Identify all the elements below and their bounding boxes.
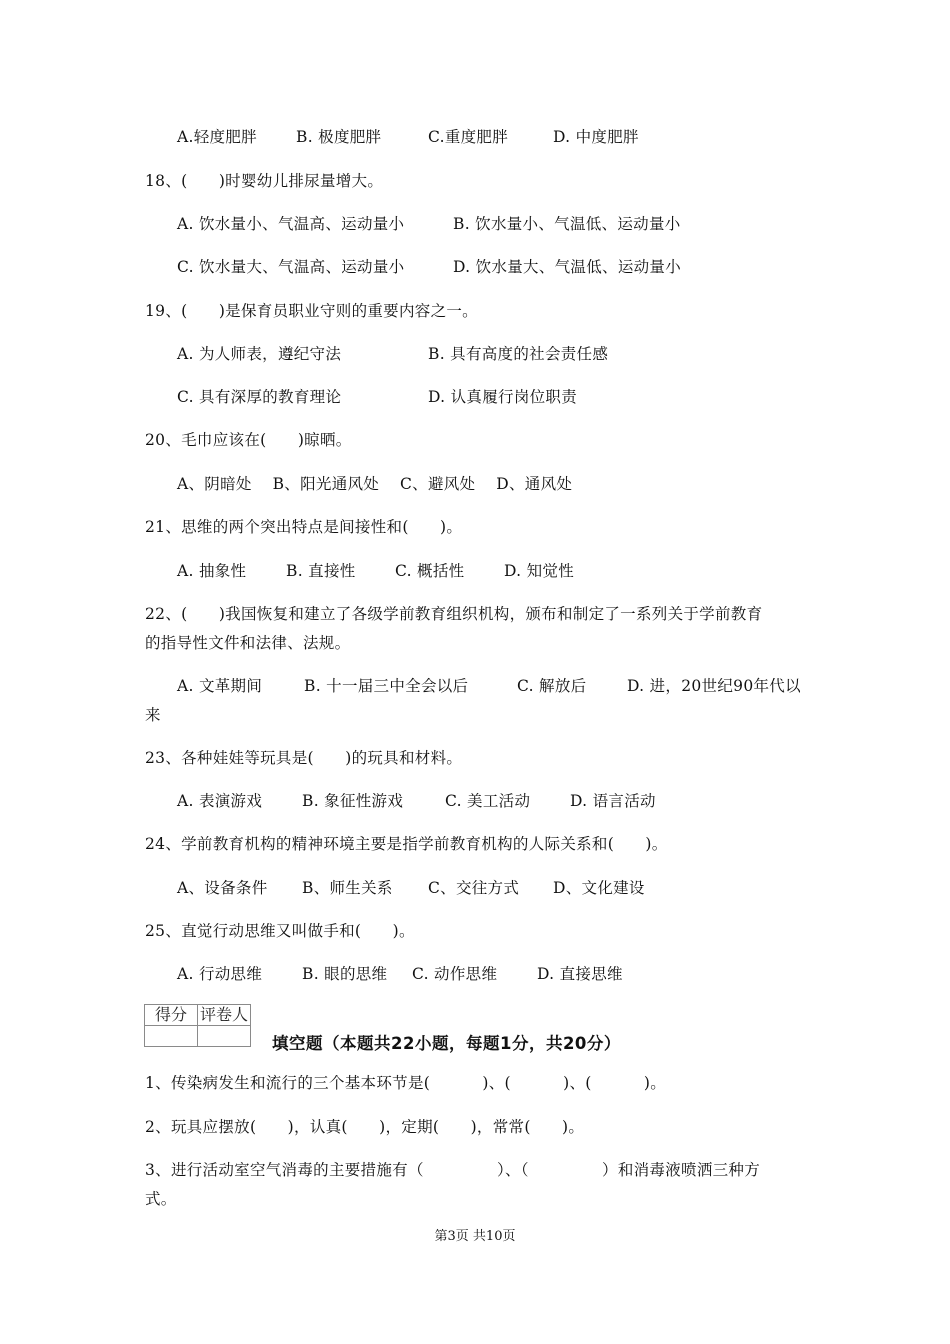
q23-option-b: B. 象征性游戏: [302, 792, 404, 810]
q25-option-c: C. 动作思维: [412, 965, 498, 983]
q17-option-a: A.轻度肥胖: [177, 128, 257, 146]
q19-option-a: A. 为人师表，遵纪守法: [177, 345, 342, 363]
q17-option-d: D. 中度肥胖: [553, 128, 639, 146]
q22-option-b: B. 十一届三中全会以后: [304, 677, 469, 695]
q25-option-b: B. 眼的思维: [302, 965, 388, 983]
q25-stem: 25、直觉行动思维又叫做手和( )。: [145, 922, 415, 940]
q19-option-c: C. 具有深厚的教育理论: [177, 388, 342, 406]
q22-stem-line1: 22、( )我国恢复和建立了各级学前教育组织机构，颁布和制定了一系列关于学前教育: [145, 605, 763, 623]
q19-options-row2: [0, 386, 950, 474]
q22-option-a: A. 文革期间: [177, 677, 263, 695]
q18-option-d: D. 饮水量大、气温低、运动量小: [453, 258, 682, 276]
q19-option-d: D. 认真履行岗位职责: [428, 388, 578, 406]
q21-stem: 21、思维的两个突出特点是间接性和( )。: [145, 518, 463, 536]
q24-option-d: D、文化建设: [553, 879, 645, 897]
q21-option-c: C. 概括性: [395, 562, 465, 580]
q23-stem: 23、各种娃娃等玩具是( )的玩具和材料。: [145, 749, 463, 767]
q20-stem: 20、毛巾应该在( )晾晒。: [145, 431, 352, 449]
fill-q3-line2: 式。: [145, 1190, 177, 1208]
q22-option-c: C. 解放后: [517, 677, 587, 695]
fill-q1: 1、传染病发生和流行的三个基本环节是( )、( )、( )。: [145, 1074, 667, 1092]
q18-option-c: C. 饮水量大、气温高、运动量小: [177, 258, 405, 276]
q20-options: A、阴暗处 B、阳光通风处 C、避风处 D、通风处: [177, 475, 573, 493]
q23-option-d: D. 语言活动: [570, 792, 656, 810]
q19-option-b: B. 具有高度的社会责任感: [428, 345, 609, 363]
q17-option-b: B. 极度肥胖: [296, 128, 382, 146]
q22-options: [0, 675, 950, 807]
score-label: 得分: [145, 1005, 198, 1026]
q23-option-c: C. 美工活动: [445, 792, 531, 810]
q24-stem: 24、学前教育机构的精神环境主要是指学前教育机构的人际关系和( )。: [145, 835, 668, 853]
q21-options: [0, 560, 950, 692]
q24-option-c: C、交往方式: [428, 879, 520, 897]
fill-q3-line1: 3、进行活动室空气消毒的主要措施有（ ）、（ ）和消毒液喷洒三种方: [145, 1161, 761, 1179]
q25-option-a: A. 行动思维: [177, 965, 263, 983]
q18-option-b: B. 饮水量小、气温低、运动量小: [453, 215, 681, 233]
q22-stem-line2: 的指导性文件和法律、法规。: [145, 634, 351, 652]
section-title: 填空题（本题共22小题，每题1分，共20分）: [272, 1034, 621, 1053]
q24-option-b: B、师生关系: [302, 879, 393, 897]
q21-option-b: B. 直接性: [286, 562, 356, 580]
q22-option-d-wrap: 来: [145, 706, 161, 724]
q23-option-a: A. 表演游戏: [177, 792, 263, 810]
q18-option-a: A. 饮水量小、气温高、运动量小: [177, 215, 405, 233]
page-number: 第3页 共10页: [434, 1229, 516, 1244]
q18-stem: 18、( )时婴幼儿排尿量增大。: [145, 172, 384, 190]
grader-cell: [198, 1026, 251, 1047]
score-box: [144, 1004, 251, 1047]
q22-option-d: D. 进，20世纪90年代以: [627, 677, 801, 695]
fill-q2: 2、玩具应摆放( )，认真( )，定期( )，常常( )。: [145, 1118, 585, 1136]
q19-stem: 19、( )是保育员职业守则的重要内容之一。: [145, 302, 478, 320]
grader-label: 评卷人: [198, 1005, 251, 1026]
q21-option-a: A. 抽象性: [177, 562, 247, 580]
score-cell: [145, 1026, 198, 1047]
q17-option-c: C.重度肥胖: [428, 128, 509, 146]
q24-option-a: A、设备条件: [177, 879, 268, 897]
q21-option-d: D. 知觉性: [504, 562, 575, 580]
q25-option-d: D. 直接思维: [537, 965, 623, 983]
